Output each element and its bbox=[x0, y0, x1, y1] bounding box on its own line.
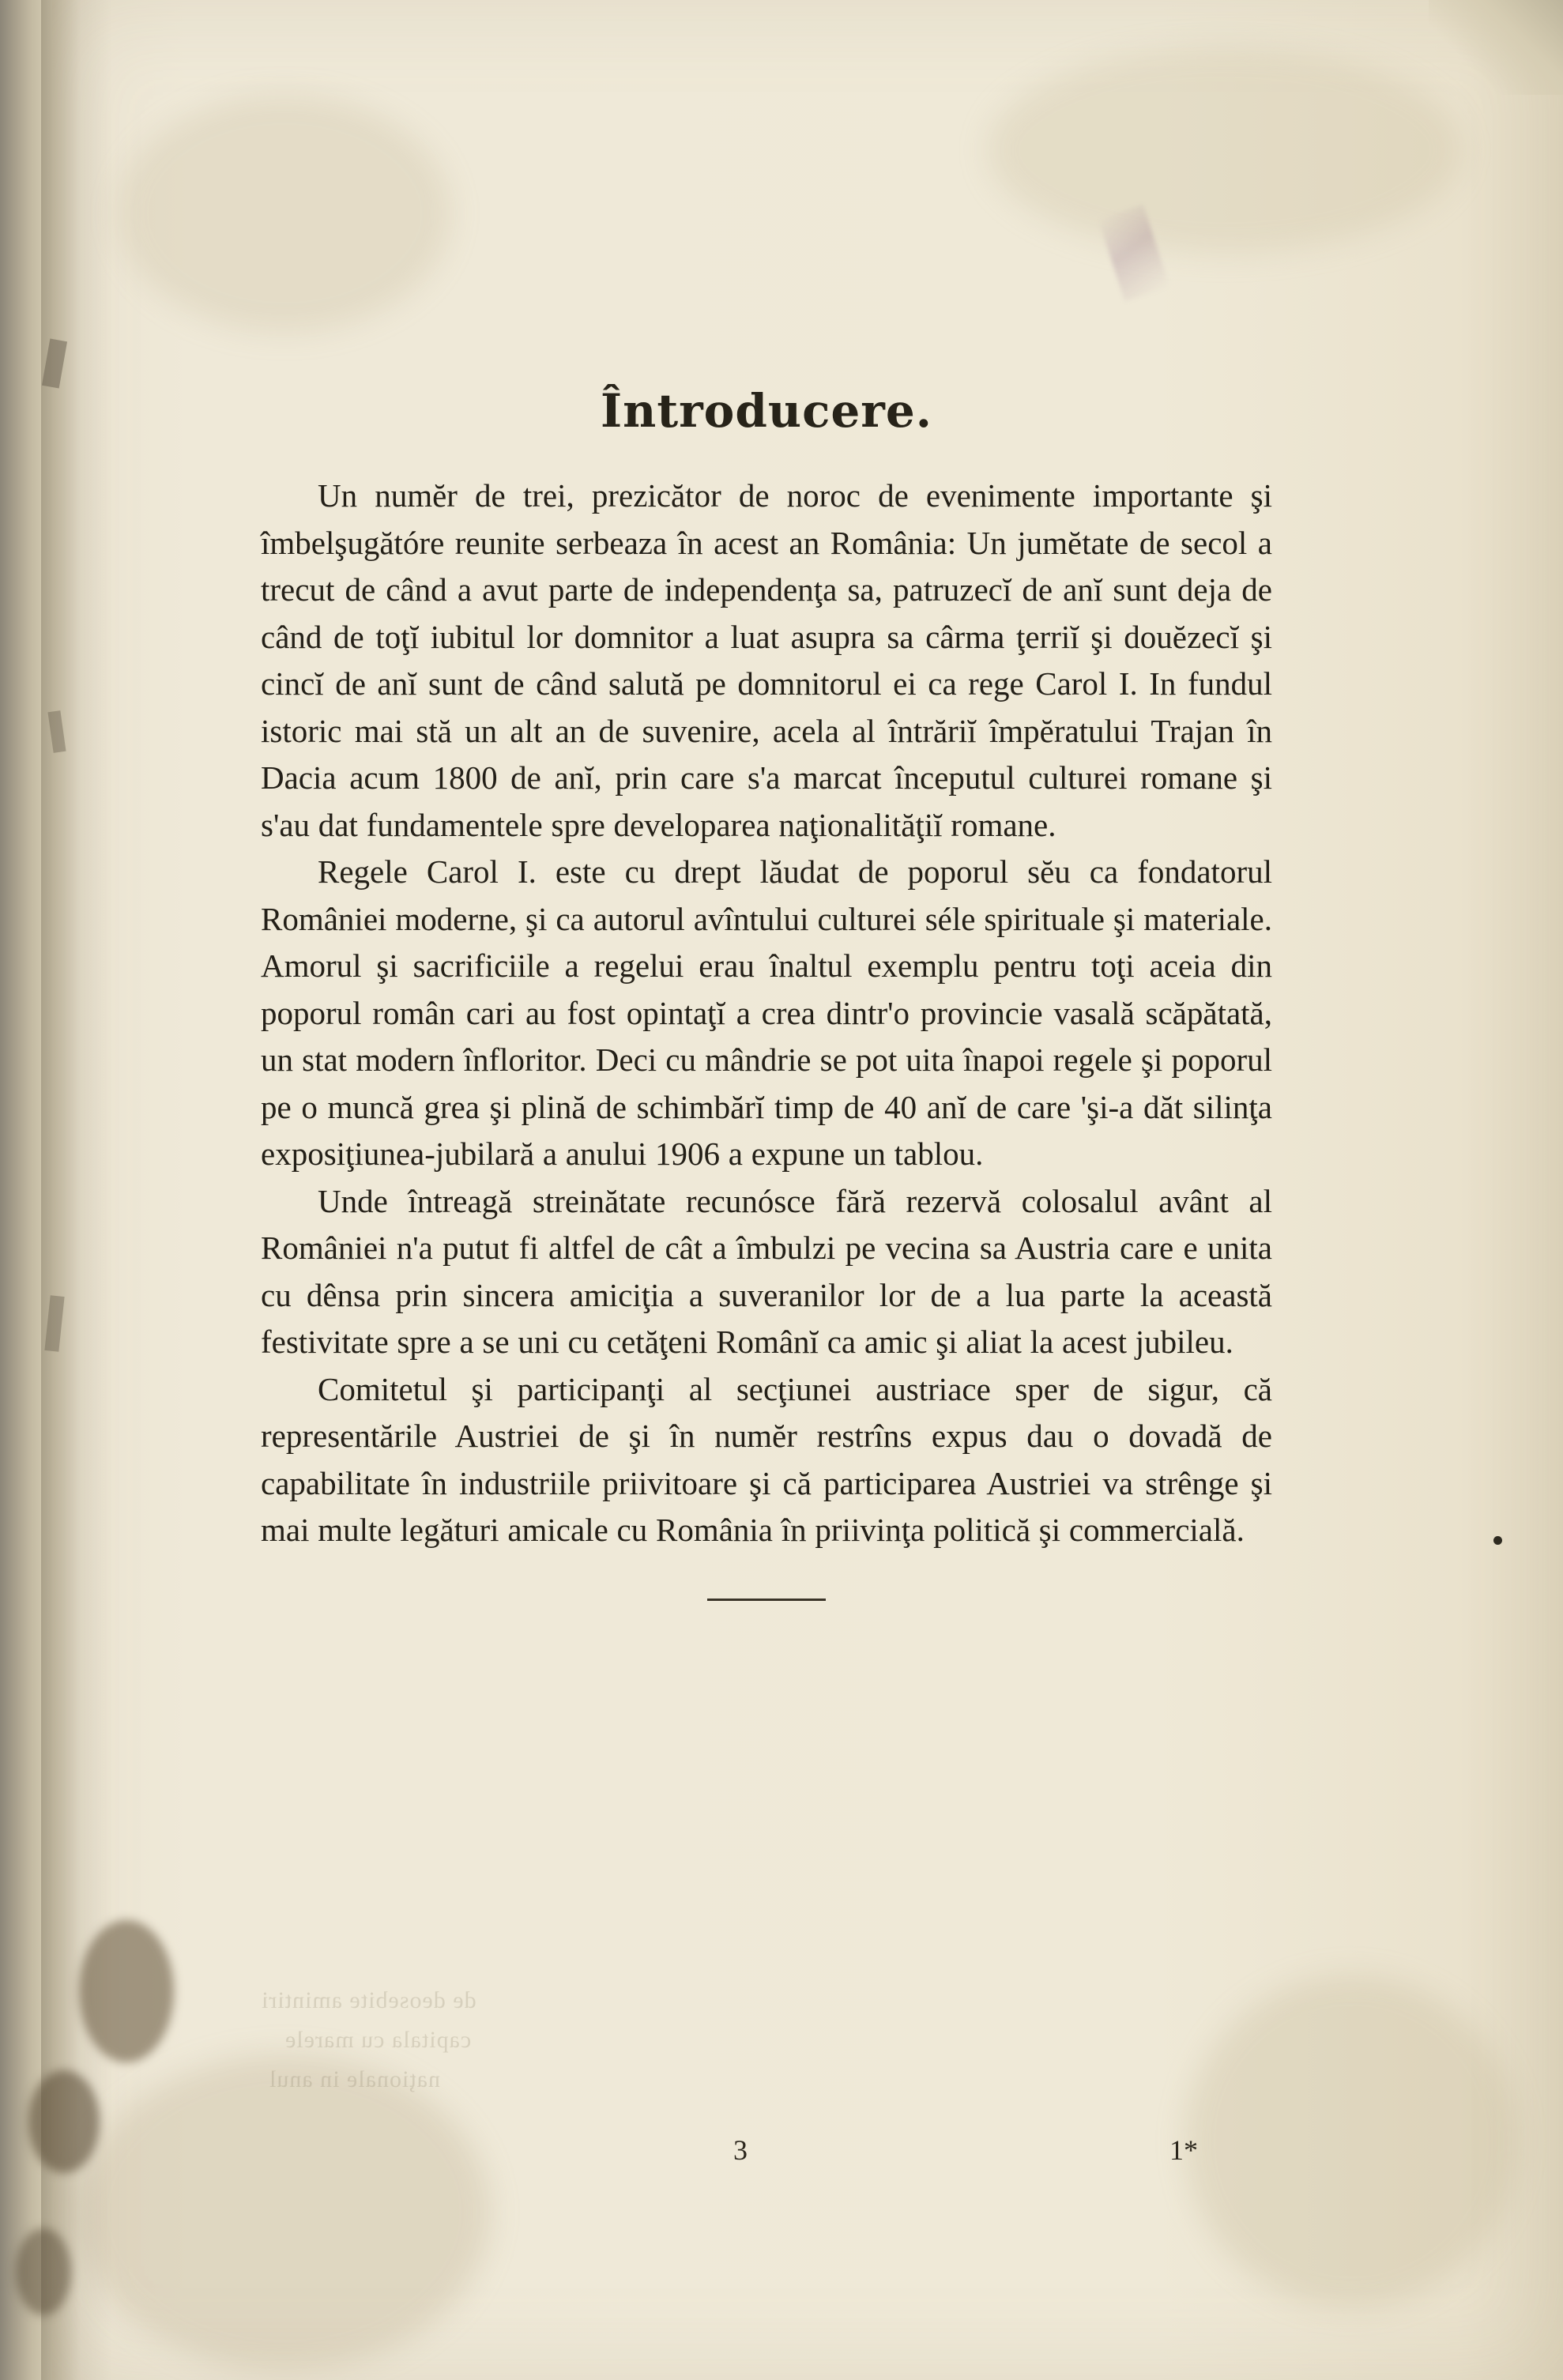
paragraph: Unde întreagă streinătate recunósce fără rezervă colosalul avânt al României n'a putut fi altfel de cât a îmbulzi pe vecina sa Austria care e unita cu dênsa prin sincera amiciţia a suveranilor lor de a lua parte la această festivitate spre a se uni cu cetăţeni Românĭ ca amic şi aliat la acest jubileu. bbox=[261, 1182, 1272, 1360]
showthrough-text: naţionale in anul bbox=[269, 2066, 440, 2092]
margin-dot bbox=[1493, 1536, 1502, 1545]
showthrough-text: de deosebite amintiri bbox=[261, 1987, 476, 2013]
page-number: 3 bbox=[733, 2134, 748, 2166]
text-column bbox=[261, 384, 1272, 1601]
corner-fold bbox=[1429, 0, 1563, 95]
paragraph: Comitetul şi participanţi al secţiunei austriace sper de sigur, că representările Austriei de şi în numĕr restrîns expus dau o dovadă de capabilitate în industriile priivitoare şi că participarea Austriei va strênge şi mai multe legături amicale cu România în priivinţa politică şi commercială. bbox=[261, 1370, 1272, 1548]
paragraph: Un numĕr de trei, prezicător de noroc de evenimente importante şi îmbelşugătóre reunite serbeaza în acest an România: Un jumĕtate de secol a trecut de când a avut parte de independenţa sa, patruzecĭ de anĭ sunt deja de când de toţĭ iubitul lor domnitor a luat asupra sa cârma ţerriĭ şi douĕzecĭ şi cincĭ de anĭ sunt de când salută pe domnitorul ei ca rege Carol I. In fundul istoric mai stă un alt an de suvenire, acela al întrăriĭ împĕratului Trajan în Dacia acum 1800 de anĭ, prin care s'a marcat începutul culturei romane şi s'au dat fundamentele spre developarea naţionalităţiĭ romane. bbox=[261, 477, 1272, 843]
paragraph: Regele Carol I. este cu drept lăudat de poporul sĕu ca fondatorul României moderne, şi ca autorul avîntului culturei séle spirituale şi materiale. Amorul şi sacrificiile a regelui erau înaltul exemplu pentru toţi aceia din poporul român cari au fost opintaţĭ a crea dintr'o provincie vasală scăpătată, un stat modern înfloritor. Deci cu mândrie se pot uita înapoi regele şi poporul pe o muncă grea şi plină de schimbărĭ timp de 40 anĭ de care 'şi-a dăt silinţa exposiţiunea-jubilară a anului 1906 a expune un tablou. bbox=[261, 853, 1272, 1172]
signature-mark: 1* bbox=[1169, 2134, 1198, 2166]
page-title: Întroducere. bbox=[601, 384, 932, 438]
section-divider bbox=[707, 1599, 826, 1601]
showthrough-text: capitala cu marele bbox=[284, 2027, 472, 2053]
binding-shadow bbox=[41, 0, 112, 2380]
